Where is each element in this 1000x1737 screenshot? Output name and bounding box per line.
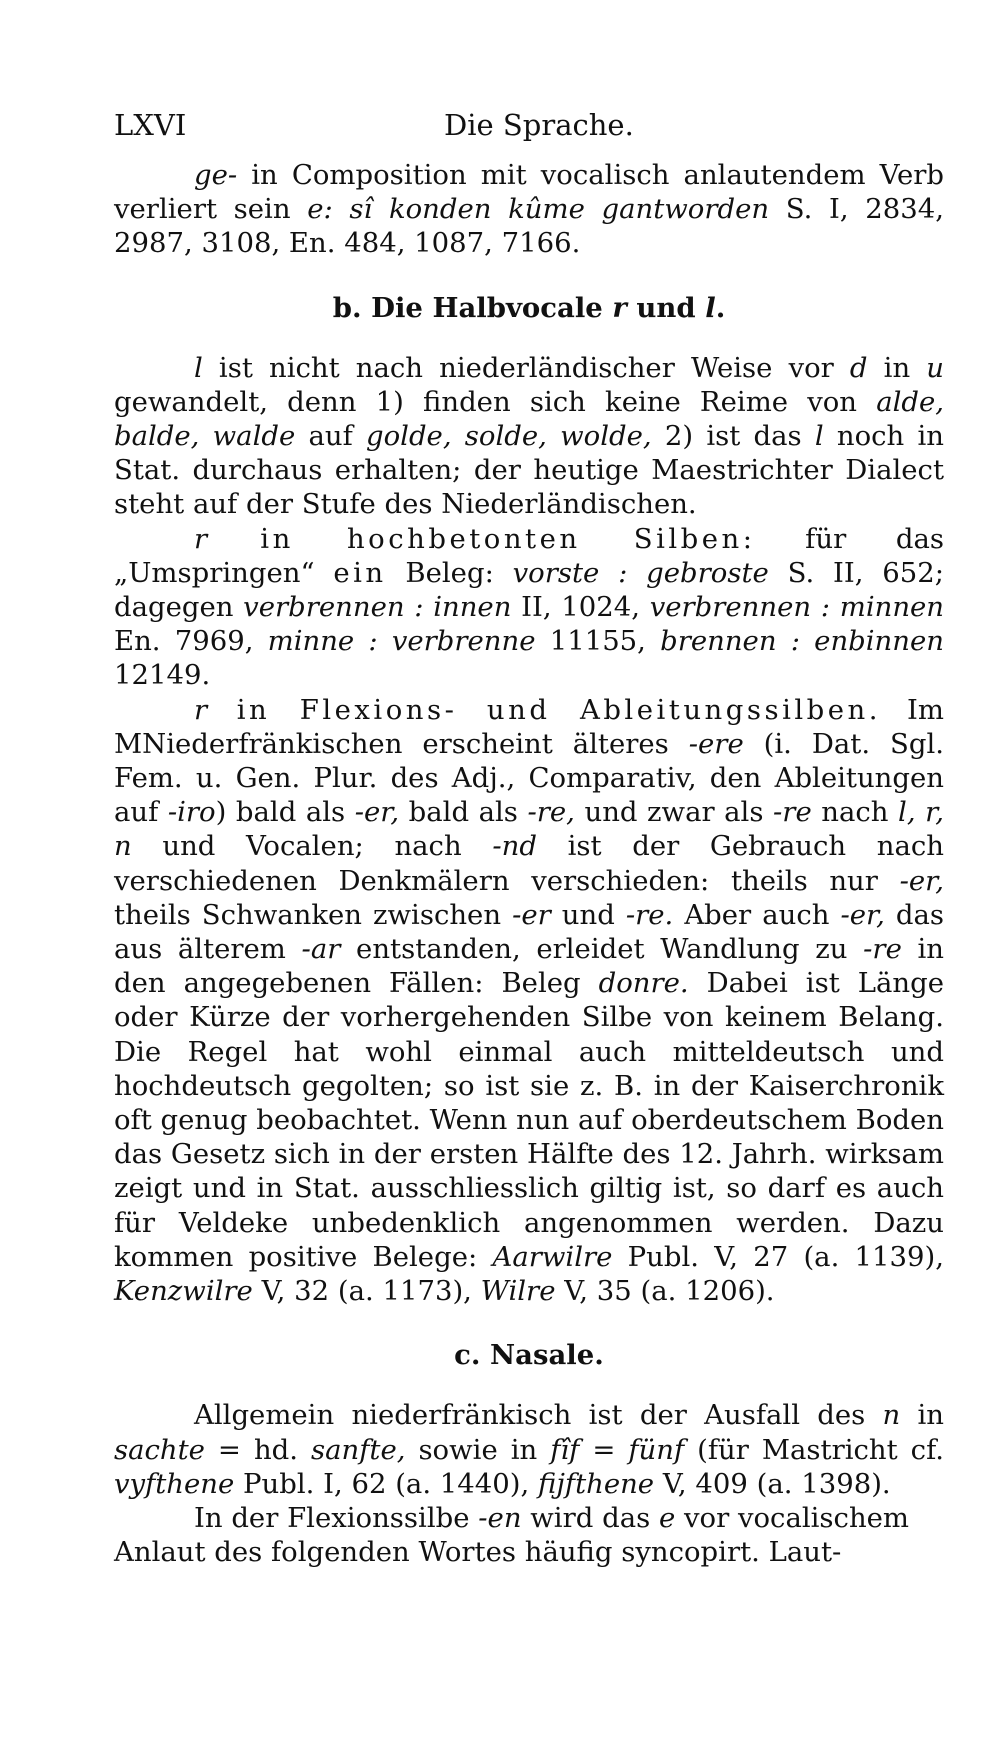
text-run: bald als: [399, 796, 528, 829]
page-number: LXVI: [114, 108, 187, 142]
text-run: V, 35 (a. 1206).: [555, 1275, 775, 1308]
italic-run: brennen : enbinnen: [660, 625, 944, 658]
text-run: nach: [811, 796, 899, 829]
italic-run: Aarwilre: [492, 1240, 613, 1273]
text-run: vor vocalischem Anlaut des folgenden Wortes häufig syncopirt. Laut-: [114, 1501, 910, 1569]
text-run: = hd.: [204, 1433, 311, 1466]
text-run: (für Mastricht cf.: [684, 1433, 945, 1466]
page-header: [114, 108, 944, 158]
text-run: 11155,: [535, 625, 661, 658]
italic-run: Wilre: [480, 1275, 556, 1308]
italic-run: -en: [478, 1501, 522, 1534]
italic-run: fîf: [550, 1433, 580, 1466]
text-run: Publ. I, 62 (a. 1440),: [234, 1467, 539, 1500]
italic-run: l: [194, 351, 203, 384]
spaced-run: in hochbetonten Silben:: [207, 522, 756, 555]
text-run: En. 7969,: [114, 625, 268, 658]
italic-run: l, r, n: [114, 796, 944, 863]
text-run: Beleg:: [386, 556, 513, 589]
text-run: und zwar als: [574, 796, 774, 829]
paragraph: [114, 1501, 944, 1569]
italic-run: l: [705, 291, 716, 324]
italic-run: -nd: [492, 830, 537, 863]
text-run: theils Schwanken zwischen: [114, 898, 513, 931]
italic-run: -re.: [625, 898, 674, 931]
paragraph: [114, 522, 944, 693]
italic-run: d: [849, 351, 868, 384]
italic-run: donre.: [598, 967, 689, 1000]
text-run: ist nicht nach niederländischer Weise vor: [202, 351, 850, 384]
italic-run: vyfthene: [114, 1467, 235, 1500]
text-run: in Composition mit vocalisch anlautendem Verb verliert sein: [114, 159, 944, 226]
text-run: ) bald als: [215, 796, 355, 829]
paragraph: [114, 1398, 944, 1501]
text-run: für das „Umspringen“: [114, 522, 944, 589]
text-run: b. Die Halbvocale: [332, 291, 613, 324]
text-run: 2) ist das: [651, 420, 815, 453]
text-run: 12149.: [114, 659, 211, 692]
text-run: Im MNiederfränkischen erscheint älteres: [114, 693, 944, 760]
italic-run: u: [926, 351, 944, 384]
italic-run: r: [194, 693, 208, 726]
text-run: in den angegebenen Fällen: Beleg: [114, 933, 945, 1000]
italic-run: -iro: [167, 796, 216, 829]
italic-run: sanfte,: [311, 1433, 406, 1466]
italic-run: fünf: [628, 1433, 685, 1466]
italic-run: ge-: [194, 159, 238, 191]
section-heading: [114, 291, 944, 325]
text-run: Publ. V, 27 (a. 1139),: [612, 1240, 944, 1273]
italic-run: -er,: [899, 864, 944, 897]
italic-run: verbrennen : minnen: [649, 591, 945, 624]
text-run: sowie in: [405, 1433, 551, 1466]
body-text: [114, 158, 944, 1569]
text-run: Aber auch: [673, 898, 841, 931]
text-run: gewandelt, denn 1) finden sich keine Reime von: [114, 385, 877, 418]
italic-run: vorste : gebroste: [512, 556, 769, 589]
italic-run: sachte: [114, 1433, 205, 1466]
book-page: [114, 108, 944, 1569]
text-run: noch in Stat. durchaus erhalten; der heutige Maestrichter Dialect steht auf der Stufe des Niederländischen.: [114, 420, 945, 521]
text-run: =: [579, 1433, 629, 1466]
text-run: In der Flexionssilbe: [194, 1501, 479, 1534]
text-run: wird das: [521, 1501, 659, 1534]
text-run: S. II, 652; dagegen: [114, 556, 945, 624]
italic-run: r: [194, 522, 208, 555]
italic-run: -ere: [688, 727, 744, 760]
italic-run: golde, solde, wolde,: [366, 420, 652, 453]
italic-run: -er,: [840, 898, 885, 931]
text-run: in: [867, 351, 927, 384]
running-title: Die Sprache.: [444, 108, 634, 142]
text-run: c. Nasale.: [454, 1339, 604, 1372]
spaced-run: in Flexions- und Ableitungssilben.: [207, 693, 882, 726]
italic-run: e: sî konden kûme gantworden: [307, 193, 770, 226]
text-run: Dabei ist Länge oder Kürze der vorhergehenden Silbe von keinem Belang. Die Regel hat wohl einmal auch mitteldeutsch und hochdeutsch gegolten; so ist sie z. B. in der Kaiserchronik oft genug beobachtet. Wenn nun auf oberdeutschem Boden das Gesetz sich in der ersten Hälfte des 12. Jahrh. wirksam zeigt und in Stat. ausschliesslich giltig ist, so darf es auch für Veldeke unbedenklich angenommen werden. Dazu kommen positive Belege:: [114, 967, 945, 1273]
text-run: S. I, 2834, 2987, 3108, En. 484, 1087, 7166.: [114, 193, 944, 260]
paragraph: [114, 693, 944, 1309]
text-run: auf: [295, 420, 366, 453]
text-run: (i. Dat. Sgl. Fem. u. Gen. Plur. des Adj., Comparativ, den Ableitungen auf: [114, 727, 944, 829]
italic-run: l: [814, 420, 824, 453]
italic-run: -er,: [354, 796, 400, 829]
text-run: und: [626, 291, 706, 324]
italic-run: verbrennen : innen: [243, 591, 512, 624]
italic-run: -ar: [301, 933, 341, 966]
italic-run: Kenzwilre: [114, 1275, 253, 1308]
paragraph: [114, 158, 944, 261]
text-run: das aus älterem: [114, 898, 945, 966]
text-run: V, 409 (a. 1398).: [654, 1467, 891, 1500]
text-run: II, 1024,: [511, 591, 650, 624]
italic-run: r: [612, 291, 627, 324]
italic-run: -re: [773, 796, 812, 829]
text-run: in: [900, 1399, 945, 1432]
text-run: und Vocalen; nach: [131, 830, 493, 863]
italic-run: -er: [512, 898, 551, 931]
italic-run: -re: [863, 933, 902, 966]
paragraph: [114, 351, 944, 522]
italic-run: -re,: [527, 796, 575, 829]
text-run: und: [550, 898, 626, 931]
section-heading: [114, 1338, 944, 1372]
text-run: Allgemein niederfränkisch ist der Ausfall des: [194, 1399, 883, 1432]
italic-run: n: [882, 1399, 901, 1432]
text-run: V, 32 (a. 1173),: [252, 1275, 481, 1308]
italic-run: alde, balde, walde: [114, 385, 944, 453]
text-run: entstanden, erleidet Wandlung zu: [340, 933, 864, 966]
text-run: .: [715, 291, 726, 324]
italic-run: fijfthene: [538, 1467, 655, 1500]
text-run: ist der Gebrauch nach verschiedenen Denkmälern verschieden: theils nur: [114, 830, 944, 897]
italic-run: minne : verbrenne: [267, 625, 536, 658]
italic-run: e: [658, 1501, 676, 1534]
spaced-run: ein: [333, 556, 387, 589]
